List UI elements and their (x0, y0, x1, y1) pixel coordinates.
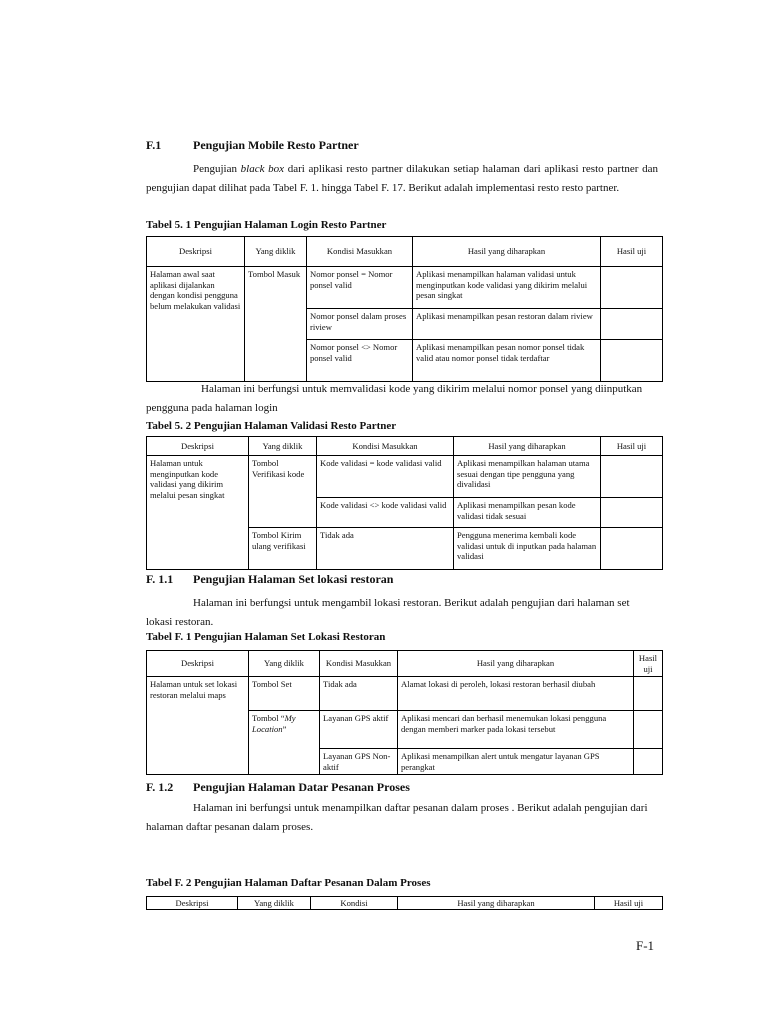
table4-caption: Tabel F. 2 Pengujian Halaman Daftar Pesanan Dalam Proses (146, 877, 431, 889)
table-cell-hasil: Pengguna menerima kembali kode validasi untuk di inputkan pada halaman validasi (454, 528, 601, 570)
subsection-title: Pengujian Halaman Set lokasi restoran (193, 572, 394, 586)
table-cell-hasil: Aplikasi menampilkan halaman utama sesuai dengan tipe pengguna yang divalidasi (454, 456, 601, 498)
table-cell-kondisi: Tidak ada (320, 677, 398, 711)
table3-caption: Tabel F. 1 Pengujian Halaman Set Lokasi Restoran (146, 631, 386, 643)
table-cell-hasil-uji (601, 267, 663, 309)
table-cell-kondisi: Layanan GPS Non-aktif (320, 749, 398, 775)
section-number: F.1 (146, 138, 162, 152)
table-cell-hasil: Aplikasi menampilkan pesan nomor ponsel tidak valid atau nomor ponsel tidak terdaftar (413, 340, 601, 382)
table-cell-diklik: Tombol Masuk (245, 267, 307, 382)
table-cell-kondisi: Nomor ponsel <> Nomor ponsel valid (307, 340, 413, 382)
table-cell-kondisi: Kode validasi = kode validasi valid (317, 456, 454, 498)
daftar-pesanan-paragraph: Halaman ini berfungsi untuk menampilkan daftar pesanan dalam proses . Berikut adalah pengujian dari halaman daftar pesanan dalam proses. (146, 802, 648, 833)
header-hasil-diharapkan: Hasil yang diharapkan (454, 437, 601, 456)
table-cell-hasil-uji (634, 677, 663, 711)
header-hasil-diharapkan: Hasil yang diharapkan (398, 651, 634, 677)
table-cell-hasil-uji (634, 711, 663, 749)
header-deskripsi: Deskripsi (147, 897, 238, 910)
table-cell-hasil: Aplikasi menampilkan halaman validasi untuk menginputkan kode validasi yang dikirim melalui pesan singkat (413, 267, 601, 309)
header-deskripsi: Deskripsi (147, 651, 249, 677)
table-set-lokasi (146, 650, 663, 775)
table-cell-hasil-uji (601, 498, 663, 528)
header-kondisi: Kondisi Masukkan (317, 437, 454, 456)
table-daftar-pesanan (146, 896, 663, 910)
subsection-number: F. 1.2 (146, 780, 174, 794)
table-cell-kondisi: Layanan GPS aktif (320, 711, 398, 749)
table-cell-hasil-uji (601, 456, 663, 498)
table-cell-kondisi: Tidak ada (317, 528, 454, 570)
subsection-title: Pengujian Halaman Datar Pesanan Proses (193, 780, 410, 794)
header-yang-diklik: Yang diklik (238, 897, 311, 910)
table-cell-deskripsi: Halaman awal saat aplikasi dijalankan dengan kondisi pengguna belum melakukan validasi (147, 267, 245, 382)
table-cell-kondisi: Kode validasi <> kode validasi valid (317, 498, 454, 528)
validation-paragraph: Halaman ini berfungsi untuk memvalidasi kode yang dikirim melalui nomor ponsel yang diinputkan pengguna pada halaman login (146, 383, 643, 414)
header-hasil-diharapkan: Hasil yang diharapkan (398, 897, 595, 910)
header-yang-diklik: Yang diklik (249, 651, 320, 677)
intro-paragraph: Pengujian black box dari aplikasi resto partner dilakukan setiap halaman dari aplikasi resto partner dan pengujian dapat dilihat pada Tabel F. 1. hingga Tabel F. 17. Berikut adalah implementasi resto resto partner. (146, 163, 659, 194)
header-kondisi: Kondisi (311, 897, 398, 910)
header-kondisi: Kondisi Masukkan (320, 651, 398, 677)
intro-emphasis: black box (240, 163, 285, 175)
table-validasi (146, 436, 663, 570)
table-cell-diklik: Tombol Verifikasi kode (249, 456, 317, 528)
table-cell-diklik: Tombol Set (249, 677, 320, 711)
header-hasil-uji: Hasil uji (601, 437, 663, 456)
table-login (146, 236, 663, 382)
table-cell-deskripsi: Halaman untuk set lokasi restoran melalui maps (147, 677, 249, 775)
table-cell-hasil: Aplikasi menampilkan alert untuk mengatur layanan GPS perangkat (398, 749, 634, 775)
header-hasil-uji: Hasil uji (595, 897, 663, 910)
table-cell-hasil: Aplikasi mencari dan berhasil menemukan lokasi pengguna dengan memberi marker pada lokasi tersebut (398, 711, 634, 749)
subsection-number: F. 1.1 (146, 572, 174, 586)
header-deskripsi: Deskripsi (147, 437, 249, 456)
table-cell-deskripsi: Halaman untuk menginputkan kode validasi yang dikirim melalui pesan singkat (147, 456, 249, 570)
table-cell-diklik: Tombol Kirim ulang verifikasi (249, 528, 317, 570)
page-number: F-1 (636, 938, 655, 953)
table-cell-hasil-uji (601, 528, 663, 570)
section-title: Pengujian Mobile Resto Partner (193, 138, 359, 152)
header-deskripsi: Deskripsi (147, 237, 245, 267)
table-cell-kondisi: Nomor ponsel = Nomor ponsel valid (307, 267, 413, 309)
table-cell-hasil: Aplikasi menampilkan pesan restoran dalam riview (413, 309, 601, 340)
table-cell-hasil-uji (601, 340, 663, 382)
header-hasil-diharapkan: Hasil yang diharapkan (413, 237, 601, 267)
set-lokasi-paragraph: Halaman ini berfungsi untuk mengambil lokasi restoran. Berikut adalah pengujian dari halaman set lokasi restoran. (146, 597, 630, 628)
table-cell-hasil-uji (634, 749, 663, 775)
header-kondisi: Kondisi Masukkan (307, 237, 413, 267)
header-yang-diklik: Yang diklik (245, 237, 307, 267)
table-cell-hasil: Alamat lokasi di peroleh, lokasi restoran berhasil diubah (398, 677, 634, 711)
header-yang-diklik: Yang diklik (249, 437, 317, 456)
header-hasil-uji: Hasil uji (601, 237, 663, 267)
table-cell-hasil: Aplikasi menampilkan pesan kode validasi tidak sesuai (454, 498, 601, 528)
table1-caption: Tabel 5. 1 Pengujian Halaman Login Resto Partner (146, 219, 387, 231)
table-cell-hasil-uji (601, 309, 663, 340)
table-cell-kondisi: Nomor ponsel dalam proses riview (307, 309, 413, 340)
table2-caption: Tabel 5. 2 Pengujian Halaman Validasi Resto Partner (146, 420, 397, 432)
table-cell-diklik: Tombol “My Location” (249, 711, 320, 775)
header-hasil-uji: Hasil uji (634, 651, 663, 677)
